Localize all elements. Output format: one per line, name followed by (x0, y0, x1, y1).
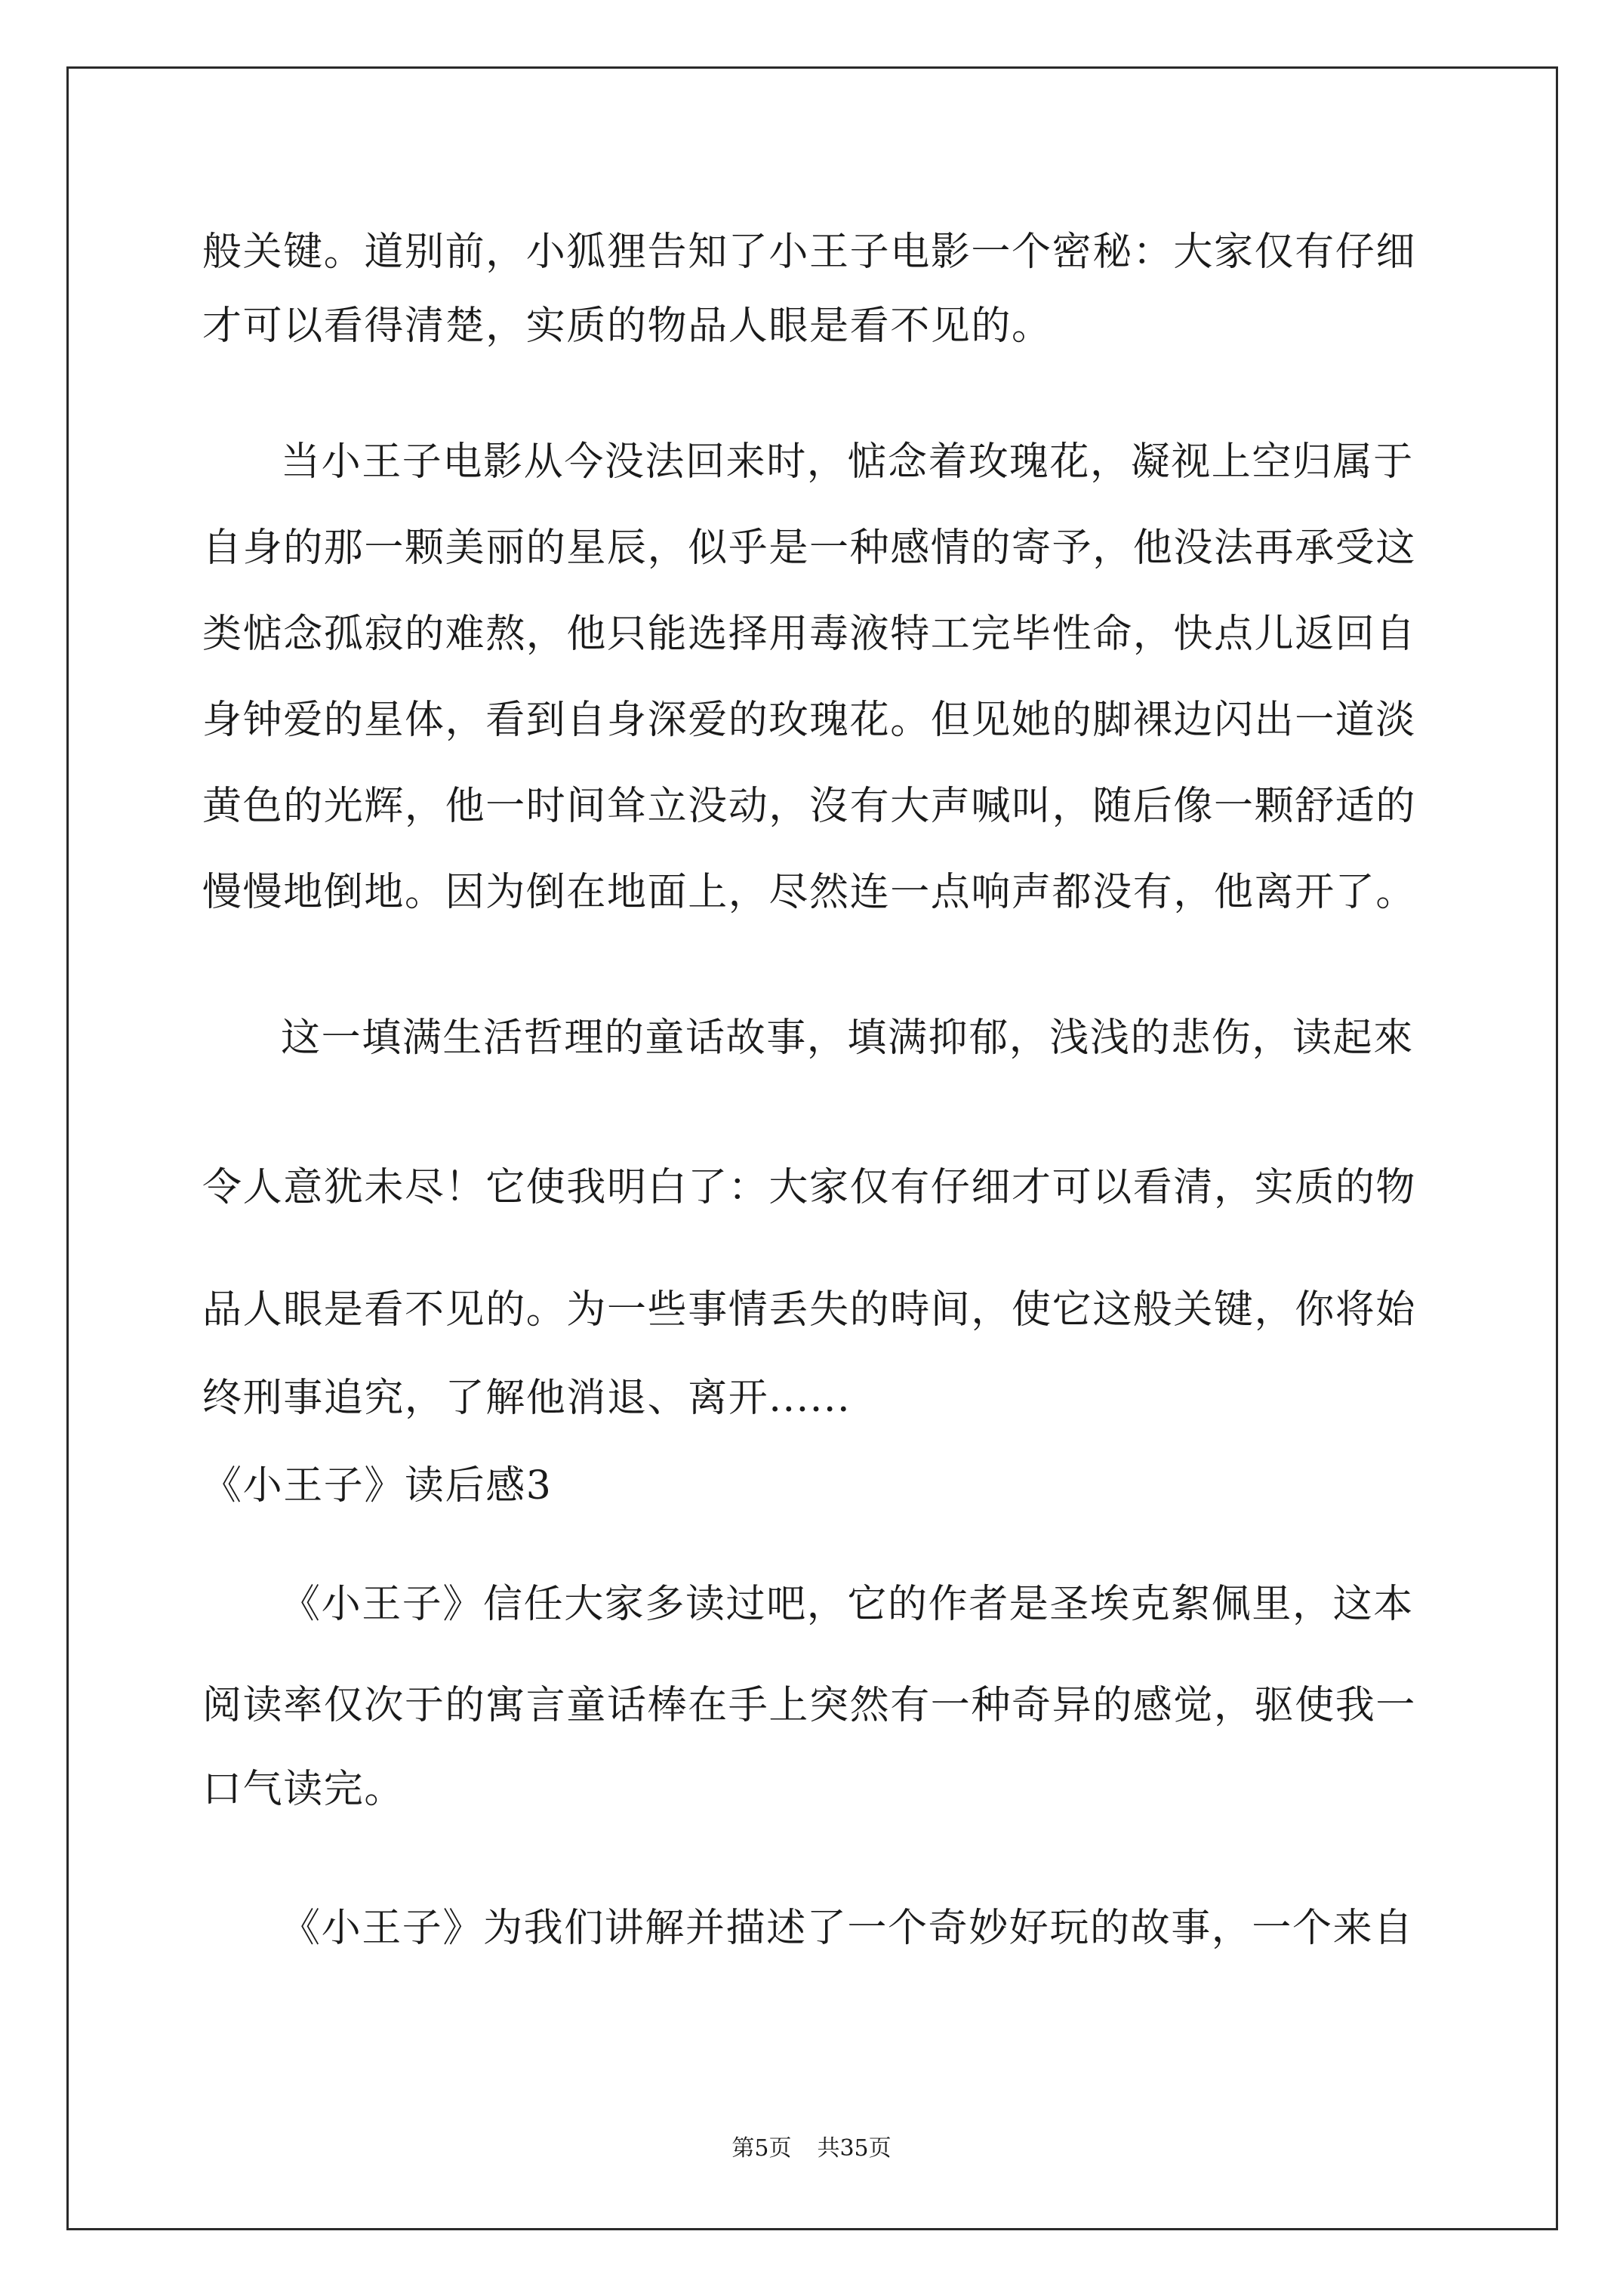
paragraph-first-line: 《小王子》信任大家多读过吧，它的作者是圣埃克絮佩里，这本 (281, 1582, 1414, 1627)
text-line: 终刑事追究，了解他消退、离开...... (202, 1376, 852, 1421)
text-line: 自身的那一颗美丽的星辰，似乎是一种感情的寄予，他没法再承受这 (202, 525, 1417, 571)
page-number: 第5页 (731, 2135, 792, 2162)
text-line: 阅读率仅次于的寓言童话棒在手上突然有一种奇异的感觉，驱使我一 (202, 1683, 1417, 1728)
paragraph-first-line: 这一填满生活哲理的童话故事，填满抑郁，浅浅的悲伤，读起來 (281, 1015, 1414, 1061)
text-line: 般关键。道别前，小狐狸告知了小王子电影一个密秘：大家仅有仔细 (202, 230, 1417, 275)
section-heading: 《小王子》读后感3 (202, 1463, 553, 1509)
page-footer (0, 2135, 1623, 2162)
text-line: 品人眼是看不见的。为一些事情丢失的時间，使它这般关键，你将始 (202, 1287, 1417, 1333)
page-total: 共35页 (817, 2135, 892, 2162)
paragraph-first-line: 当小王子电影从今没法回来时，惦念着玫瑰花，凝视上空归属于 (281, 439, 1414, 485)
text-line: 令人意犹未尽！它使我明白了：大家仅有仔细才可以看清，实质的物 (202, 1165, 1417, 1210)
text-line: 口气读完。 (202, 1767, 405, 1812)
text-line: 类惦念孤寂的难熬，他只能选择用毒液特工完毕性命，快点儿返回自 (202, 612, 1417, 657)
text-line: 黄色的光辉，他一时间耸立没动，沒有大声喊叫，随后像一颗舒适的 (202, 784, 1417, 829)
text-line: 身钟爱的星体，看到自身深爱的玫瑰花。但见她的脚裸边闪出一道淡 (202, 698, 1417, 743)
text-line: 慢慢地倒地。因为倒在地面上，尽然连一点响声都没有，他离开了。 (202, 870, 1417, 915)
text-line: 才可以看得清楚，实质的物品人眼是看不见的。 (202, 304, 1052, 349)
paragraph-first-line: 《小王子》为我们讲解并描述了一个奇妙好玩的故事，一个来自 (281, 1906, 1414, 1951)
